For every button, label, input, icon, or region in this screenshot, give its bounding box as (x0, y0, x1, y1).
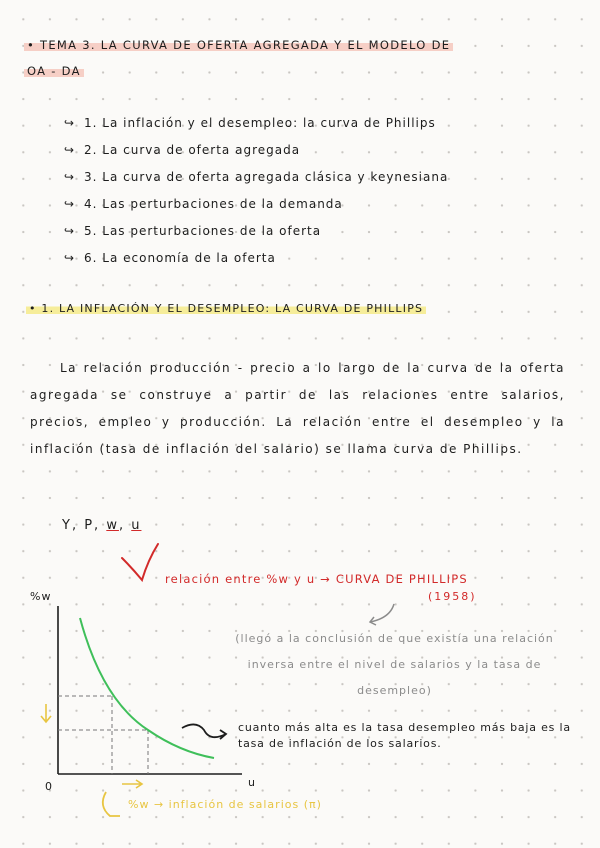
var-w: w (106, 518, 119, 533)
hook-arrow-icon: ↪ (64, 143, 76, 157)
index-item: ↪ 6. La economía de la oferta (64, 247, 448, 274)
hook-arrow-icon: ↪ (64, 251, 76, 265)
down-arrow-icon (41, 704, 51, 722)
var-u: u (131, 518, 142, 533)
hook-arrow-icon: ↪ (64, 116, 76, 130)
title-line-1: • TEMA 3. LA CURVA DE OFERTA AGREGADA Y EL MODELO DE (24, 38, 453, 52)
section-heading: • 1. LA INFLACIÓN Y EL DESEMPLEO: LA CURVA DE PHILLIPS (26, 302, 426, 315)
y-axis-label: %w (30, 590, 52, 603)
orange-note: %w → inflación de salarios (π) (128, 798, 322, 811)
hook-arrow-icon: ↪ (64, 170, 76, 184)
variables-line: Y, P, w, u (62, 518, 142, 533)
index-item: ↪ 3. La curva de oferta agregada clásica y keynesiana (64, 166, 448, 193)
title-line-2: OA - DA (24, 64, 84, 78)
index-item: ↪ 2. La curva de oferta agregada (64, 139, 448, 166)
red-note: relación entre %w y u → CURVA DE PHILLIPS (165, 572, 468, 586)
year-note: (1958) (428, 590, 477, 603)
index-item: ↪ 5. Las perturbaciones de la oferta (64, 220, 448, 247)
x-axis-label: u (248, 776, 256, 789)
body-paragraph: La relación producción - precio a lo largo de la curva de la oferta agregada se construye a partir de las relaciones entre salarios, precios, empleo y producción. La relación entre el desempleo y la inflación (tasa de inflación del salario) se llama curva de Phillips. (30, 361, 565, 456)
index-item: ↪ 4. Las perturbaciones de la demanda (64, 193, 448, 220)
index-item: ↪ 1. La inflación y el desempleo: la curva de Phillips (64, 112, 448, 139)
hook-arrow-icon: ↪ (64, 197, 76, 211)
right-arrow-icon (122, 780, 142, 788)
page-title (24, 32, 569, 84)
phillips-curve-graph (30, 600, 250, 790)
gray-note: (llegó a la conclusión de que existía una relación inversa entre el nivel de salarios y la tasa de desempleo) (235, 632, 554, 697)
black-note: cuanto más alta es la tasa desempleo más baja es la tasa de inflación de los salarios. (238, 721, 571, 750)
topic-index (64, 112, 448, 274)
origin-label: 0 (45, 780, 53, 793)
curly-arrow-icon (178, 718, 238, 748)
check-mark-icon (118, 540, 168, 585)
orange-bracket-icon (96, 788, 126, 822)
hook-arrow-icon: ↪ (64, 224, 76, 238)
